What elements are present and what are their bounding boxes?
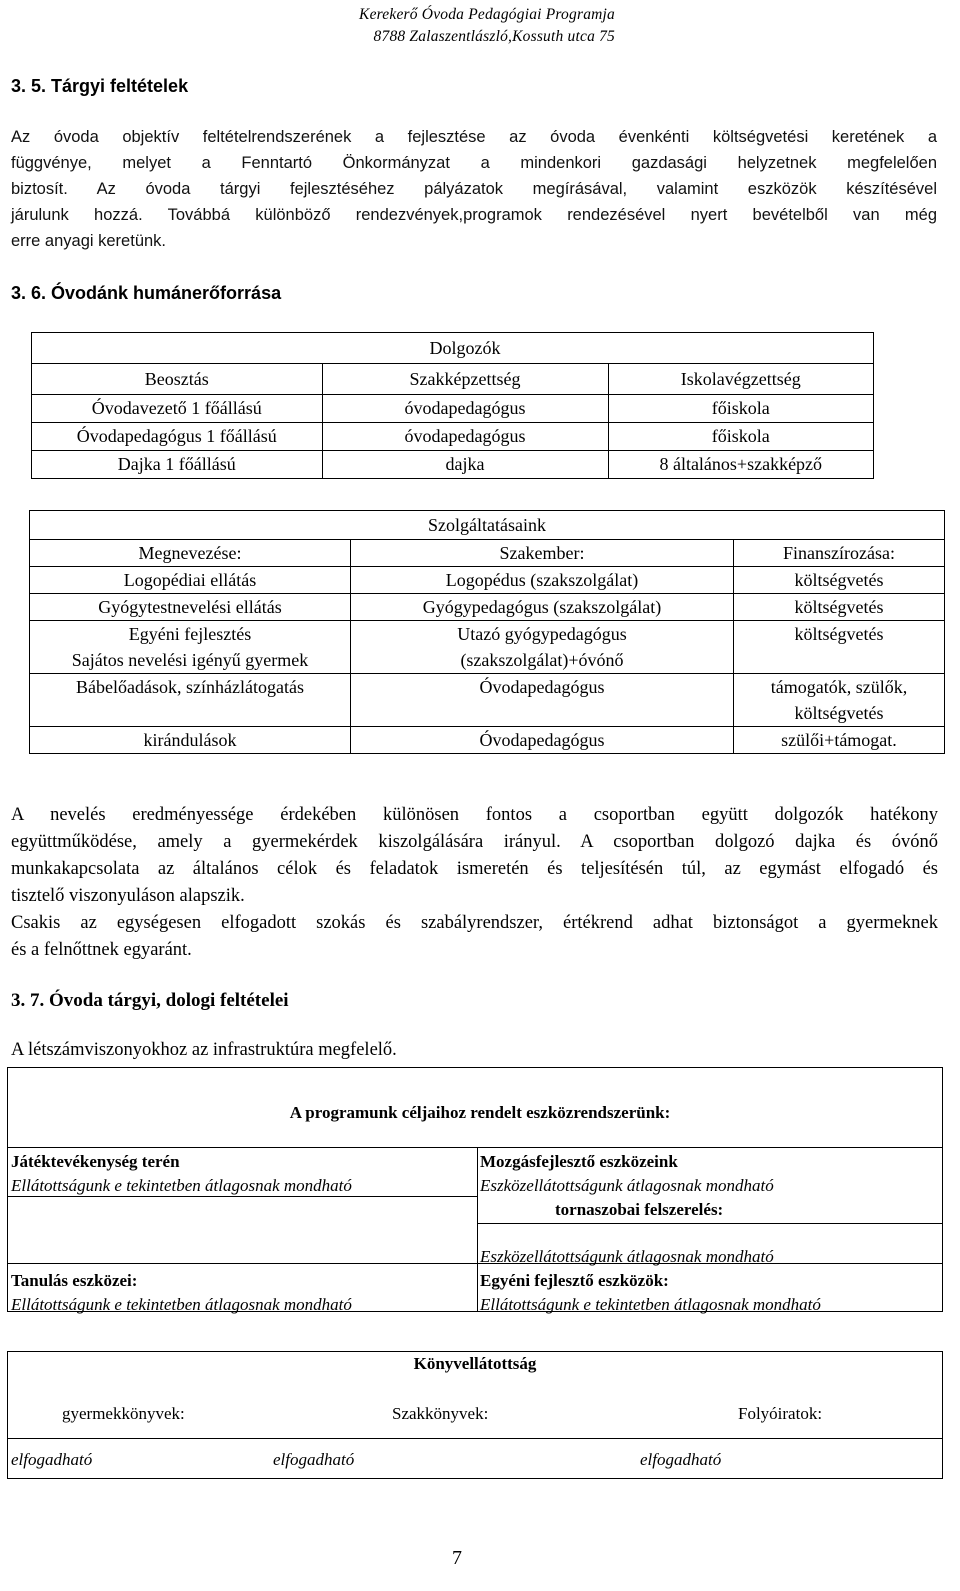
- books-title: Könyvellátottság: [413, 1354, 537, 1373]
- cell-line: (szakszolgálat)+óvónő: [460, 650, 624, 670]
- section-heading-3-7: 3. 7. Óvoda tárgyi, dologi feltételei: [11, 990, 289, 1011]
- section-3-5-paragraph: [11, 124, 937, 254]
- table-cell: Dajka 1 főállású: [32, 451, 323, 479]
- periodicals-value: elfogadható: [640, 1450, 722, 1469]
- table-cell: Logopédus (szakszolgálat): [351, 567, 734, 594]
- professional-books-value: elfogadható: [273, 1450, 355, 1469]
- table-cell: óvodapedagógus: [322, 423, 608, 451]
- table-row: [30, 674, 945, 727]
- cell-line: költségvetés: [794, 624, 884, 644]
- table-cell: [734, 621, 945, 674]
- table-cell: költségvetés: [734, 594, 945, 621]
- play-text: Ellátottságunk e tekintetben átlagosnak mondható: [11, 1176, 352, 1195]
- table-cell: kirándulások: [30, 727, 351, 754]
- table-cell: főiskola: [608, 423, 874, 451]
- para-line: biztosít. Az óvoda tárgyi fejlesztéséhez pályázatok megírásával, valamint eszközök készítésével: [11, 180, 937, 198]
- para-line: munkakapcsolata az általános célok és feladatok ismeretén és teljesítésén túl, az egymást elfogadó és: [11, 859, 938, 879]
- table-cell: Óvodapedagógus 1 főállású: [32, 423, 323, 451]
- cell-line: Egyéni fejlesztés: [128, 624, 252, 644]
- table-row: [32, 333, 874, 364]
- table-cell: [30, 621, 351, 674]
- para-line: Az óvoda objektív feltételrendszerének a fejlesztése az óvoda évenkénti költségvetési keretének a: [11, 128, 937, 146]
- para-line: erre anyagi keretünk.: [11, 232, 167, 250]
- services-header: Szakember:: [351, 540, 734, 567]
- children-books-label: gyermekkönyvek:: [62, 1404, 185, 1423]
- para-line: járulunk hozzá. Továbbá különböző rendezvények,programok rendezésével nyert bevételből van még: [11, 206, 937, 224]
- table-row: [32, 395, 874, 423]
- header-title: Kerekerő Óvoda Pedagógiai Programja: [359, 6, 615, 23]
- infrastructure-intro: A létszámviszonyokhoz az infrastruktúra megfelelő.: [11, 1040, 397, 1060]
- equipment-title: A programunk céljaihoz rendelt eszközrendszerünk:: [289, 1103, 671, 1122]
- table-cell: óvodapedagógus: [322, 395, 608, 423]
- header-address: 8788 Zalaszentlászló,Kossuth utca 75: [373, 28, 615, 45]
- para-line: Csakis az egységesen elfogadott szokás és szabályrendszer, értékrend adhat biztonságot a gyermeknek: [11, 913, 938, 933]
- cell-line: támogatók, szülők,: [770, 677, 908, 697]
- staff-header: Beosztás: [32, 364, 323, 395]
- motor-text: Eszközellátottságunk átlagosnak mondható: [480, 1176, 774, 1195]
- staff-header: Iskolavégzettség: [608, 364, 874, 395]
- periodicals-label: Folyóiratok:: [738, 1404, 823, 1423]
- motor-title: Mozgásfejlesztő eszközeink: [480, 1152, 678, 1171]
- table-cell: [351, 674, 734, 727]
- para-line: függvénye, melyet a Fenntartó Önkormányzat a mindenkori gazdasági helyzetnek megfelelően: [11, 154, 937, 172]
- table-cell: költségvetés: [734, 567, 945, 594]
- table-row: [30, 727, 945, 754]
- staff-table-title: Dolgozók: [322, 333, 608, 364]
- individual-title: Egyéni fejlesztő eszközök:: [480, 1271, 669, 1290]
- children-books-value: elfogadható: [11, 1450, 93, 1469]
- table-row: [30, 621, 945, 674]
- section-heading-3-6: 3. 6. Óvodánk humánerőforrása: [11, 283, 282, 303]
- cell-line: költségvetés: [794, 703, 884, 723]
- page-number: 7: [452, 1547, 462, 1569]
- table-cell: Óvodapedagógus: [351, 727, 734, 754]
- learning-title: Tanulás eszközei:: [11, 1271, 138, 1290]
- table-row: [32, 423, 874, 451]
- services-header: Finanszírozása:: [734, 540, 945, 567]
- table-row: [30, 594, 945, 621]
- table-cell: [734, 674, 945, 727]
- table-row: [32, 451, 874, 479]
- para-line: tisztelő viszonyuláson alapszik.: [11, 886, 245, 906]
- para-line: A nevelés eredményessége érdekében különösen fontos a csoportban együtt dolgozók hatékony: [11, 805, 938, 825]
- table-cell: főiskola: [608, 395, 874, 423]
- services-header: Megnevezése:: [30, 540, 351, 567]
- table-row: [32, 364, 874, 395]
- table-cell: Gyógypedagógus (szakszolgálat): [351, 594, 734, 621]
- cell-line: Utazó gyógypedagógus: [457, 624, 627, 644]
- cell-line: Óvodapedagógus: [479, 677, 605, 697]
- gym-text: Eszközellátottságunk átlagosnak mondható: [480, 1247, 774, 1266]
- running-header: [359, 4, 615, 48]
- cell-line: Sajátos nevelési igényű gyermek: [71, 650, 309, 670]
- play-title: Játéktevékenység terén: [11, 1152, 180, 1171]
- gym-title: tornaszobai felszerelés:: [555, 1200, 724, 1219]
- section-3-6-paragraph: [11, 802, 938, 964]
- staff-table: [31, 332, 874, 479]
- table-cell: Gyógytestnevelési ellátás: [30, 594, 351, 621]
- table-cell: [30, 674, 351, 727]
- services-table-title: Szolgáltatásaink: [30, 511, 945, 540]
- cell-line: Bábelőadások, színházlátogatás: [76, 677, 304, 697]
- table-cell: 8 általános+szakképző: [608, 451, 874, 479]
- table-cell: [351, 621, 734, 674]
- professional-books-label: Szakkönyvek:: [392, 1404, 489, 1423]
- table-cell: szülői+támogat.: [734, 727, 945, 754]
- table-row: [30, 567, 945, 594]
- individual-text: Ellátottságunk e tekintetben átlagosnak mondható: [480, 1295, 821, 1314]
- para-line: és a felnőttnek egyaránt.: [11, 940, 192, 960]
- staff-header: Szakképzettség: [322, 364, 608, 395]
- table-cell: Óvodavezető 1 főállású: [32, 395, 323, 423]
- table-cell: dajka: [322, 451, 608, 479]
- table-cell: Logopédiai ellátás: [30, 567, 351, 594]
- table-row: [30, 540, 945, 567]
- table-row: [30, 511, 945, 540]
- section-heading-3-5: 3. 5. Tárgyi feltételek: [11, 76, 189, 96]
- services-table: [29, 510, 945, 754]
- para-line: együttműködése, amely a gyermekérdek kiszolgálására irányul. A csoportban dolgozó dajka és óvónő: [11, 832, 938, 852]
- learning-text: Ellátottságunk e tekintetben átlagosnak mondható: [11, 1295, 352, 1314]
